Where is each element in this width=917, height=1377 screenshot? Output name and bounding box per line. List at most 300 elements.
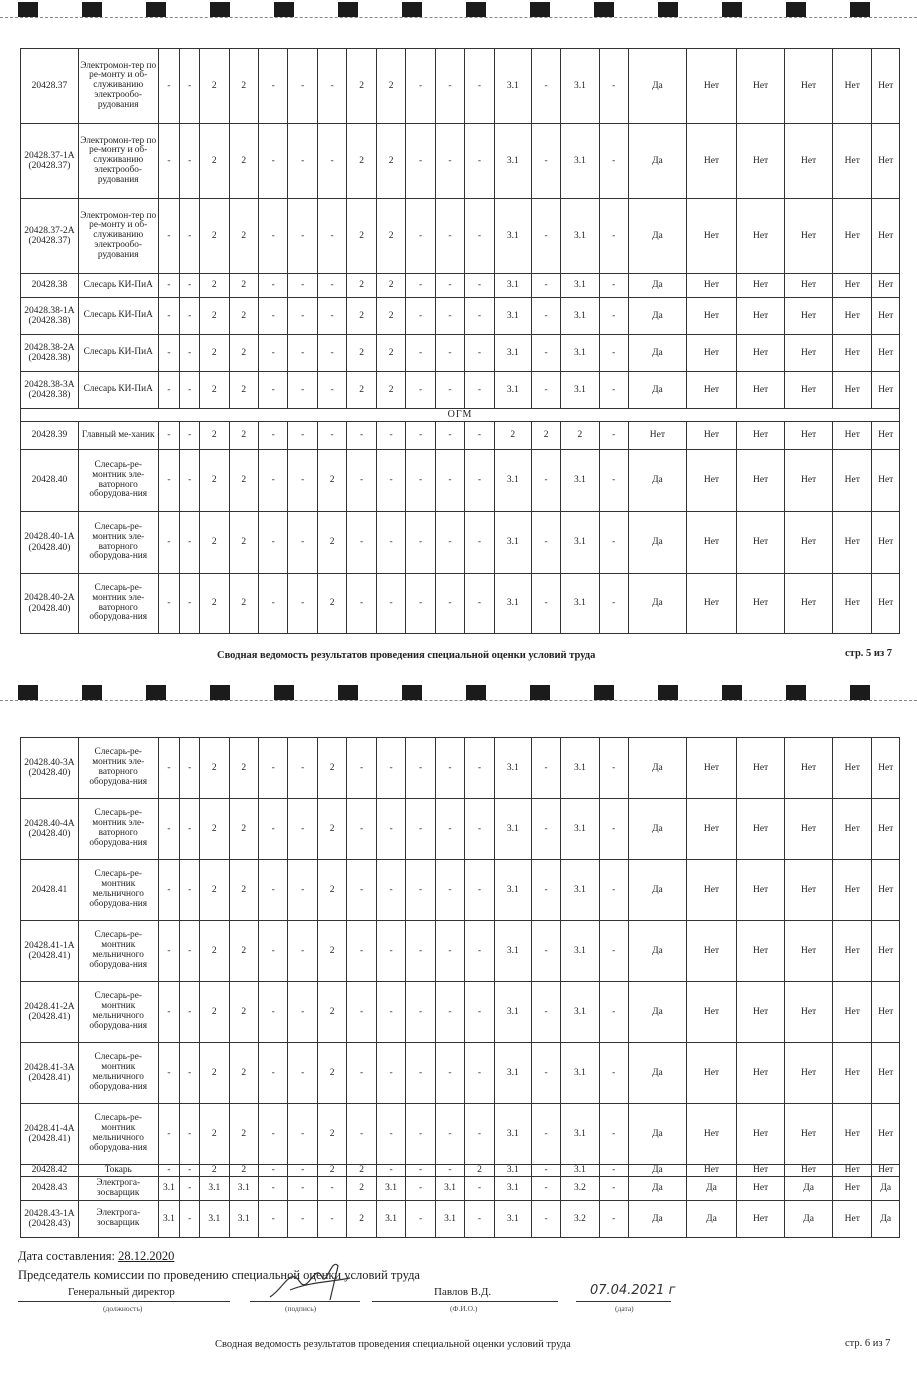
- table-cell: 2: [229, 1043, 258, 1104]
- table-row: [21, 1104, 900, 1165]
- table-cell: 2: [347, 298, 376, 335]
- table-cell: Нет: [872, 450, 900, 512]
- table-cell: Нет: [833, 921, 872, 982]
- table-cell: -: [288, 49, 317, 124]
- table-cell: -: [465, 1043, 494, 1104]
- table-cell: -: [465, 372, 494, 409]
- table-cell: 2: [200, 1165, 229, 1177]
- position-value: Генеральный директор: [68, 1286, 175, 1298]
- table-cell: 3.1: [494, 1104, 531, 1165]
- table-cell: -: [599, 982, 628, 1043]
- table-cell: 2: [200, 49, 229, 124]
- binder-strip-top: [0, 0, 917, 20]
- table-cell: 3.1: [494, 574, 531, 634]
- table-cell: Нет: [785, 921, 833, 982]
- table-cell: 2: [317, 921, 346, 982]
- table-cell: -: [258, 799, 287, 860]
- table-cell: 2: [229, 921, 258, 982]
- table-cell: 2: [494, 422, 531, 450]
- table-cell: 3.1: [494, 799, 531, 860]
- table-cell: 3.1: [494, 738, 531, 799]
- table-cell: 2: [229, 799, 258, 860]
- table-cell: -: [258, 982, 287, 1043]
- table-cell: Нет: [872, 574, 900, 634]
- table-cell: Нет: [833, 124, 872, 199]
- table-cell: -: [599, 1165, 628, 1177]
- table-cell: -: [435, 422, 464, 450]
- table-cell: Нет: [737, 860, 785, 921]
- table-cell: Нет: [686, 512, 736, 574]
- table-cell: -: [258, 450, 287, 512]
- table-cell: 3.1: [200, 1177, 229, 1201]
- table-cell: Нет: [833, 574, 872, 634]
- binder-perforation: [0, 17, 917, 18]
- table-cell: 2: [376, 335, 405, 372]
- table-cell: 2: [200, 124, 229, 199]
- workplace-code: 20428.41-4А (20428.41): [21, 1104, 79, 1165]
- table-cell: -: [435, 274, 464, 298]
- table-cell: Нет: [686, 1043, 736, 1104]
- table-cell: 3.1: [561, 1104, 599, 1165]
- profession-name: Слесарь КИ-ПиА: [78, 335, 158, 372]
- table-cell: Нет: [785, 199, 833, 274]
- profession-name: Слесарь-ре-монтник мельничного оборудова-ния: [78, 921, 158, 982]
- table-cell: Нет: [833, 335, 872, 372]
- table-cell: -: [180, 574, 200, 634]
- table-cell: Нет: [833, 1165, 872, 1177]
- table-row: [21, 921, 900, 982]
- table-cell: Нет: [737, 199, 785, 274]
- table-cell: 2: [317, 574, 346, 634]
- table-cell: -: [599, 1177, 628, 1201]
- table-cell: 2: [229, 199, 258, 274]
- table-cell: -: [531, 738, 560, 799]
- table-cell: 3.1: [494, 49, 531, 124]
- table-cell: 3.1: [561, 274, 599, 298]
- binder-hole: [722, 2, 742, 17]
- table-cell: -: [258, 860, 287, 921]
- table-cell: Да: [628, 124, 686, 199]
- table-cell: -: [258, 1201, 287, 1238]
- table-cell: Да: [628, 1201, 686, 1238]
- table-cell: Нет: [737, 124, 785, 199]
- table-row: [21, 450, 900, 512]
- table-cell: -: [376, 921, 405, 982]
- table-cell: 2: [317, 450, 346, 512]
- table-cell: Нет: [872, 512, 900, 574]
- table-cell: -: [376, 1104, 405, 1165]
- binder-hole: [18, 685, 38, 700]
- table-cell: -: [180, 372, 200, 409]
- table-cell: 2: [347, 199, 376, 274]
- table-cell: -: [406, 512, 435, 574]
- table-cell: 3.1: [435, 1177, 464, 1201]
- table-cell: Нет: [737, 738, 785, 799]
- binder-hole: [402, 2, 422, 17]
- table-cell: -: [376, 982, 405, 1043]
- table-cell: Нет: [785, 298, 833, 335]
- table-cell: 3.1: [494, 1177, 531, 1201]
- table-cell: -: [158, 1043, 180, 1104]
- table-cell: -: [288, 1177, 317, 1201]
- table-cell: Нет: [737, 298, 785, 335]
- table-cell: Да: [628, 921, 686, 982]
- table-cell: -: [158, 199, 180, 274]
- table-cell: -: [180, 921, 200, 982]
- table-cell: Нет: [785, 1104, 833, 1165]
- table-cell: 2: [229, 1104, 258, 1165]
- table-cell: Нет: [833, 512, 872, 574]
- binder-hole: [466, 685, 486, 700]
- table-cell: Нет: [686, 1165, 736, 1177]
- binder-hole: [210, 685, 230, 700]
- table-cell: -: [465, 921, 494, 982]
- table-cell: -: [158, 738, 180, 799]
- table-cell: 2: [229, 1165, 258, 1177]
- table-cell: 2: [347, 1177, 376, 1201]
- binder-hole: [146, 2, 166, 17]
- table-cell: Нет: [785, 860, 833, 921]
- table-cell: -: [288, 799, 317, 860]
- sign-date-caption: (дата): [615, 1304, 634, 1313]
- table-cell: -: [406, 274, 435, 298]
- table-cell: Нет: [737, 574, 785, 634]
- table-cell: -: [347, 450, 376, 512]
- table-cell: -: [435, 49, 464, 124]
- table-cell: 3.1: [561, 982, 599, 1043]
- table-cell: -: [406, 1165, 435, 1177]
- table-cell: -: [465, 799, 494, 860]
- table-cell: -: [465, 422, 494, 450]
- table-cell: 3.1: [494, 1043, 531, 1104]
- table-row: [21, 124, 900, 199]
- table-cell: -: [180, 982, 200, 1043]
- binder-hole: [786, 2, 806, 17]
- binder-hole: [274, 2, 294, 17]
- table-cell: 3.1: [561, 512, 599, 574]
- table-cell: -: [406, 49, 435, 124]
- table-cell: Нет: [872, 124, 900, 199]
- table-cell: Да: [628, 738, 686, 799]
- table-cell: -: [406, 335, 435, 372]
- table-cell: 3.1: [435, 1201, 464, 1238]
- table-cell: Нет: [737, 921, 785, 982]
- table-cell: 2: [229, 372, 258, 409]
- workplace-code: 20428.40-2А (20428.40): [21, 574, 79, 634]
- table-cell: -: [158, 512, 180, 574]
- table-cell: 2: [376, 372, 405, 409]
- table-cell: Нет: [833, 982, 872, 1043]
- table-cell: 3.1: [494, 298, 531, 335]
- table-cell: -: [376, 512, 405, 574]
- table-cell: 3.1: [561, 450, 599, 512]
- binder-hole: [530, 2, 550, 17]
- table-cell: 3.1: [561, 298, 599, 335]
- table-cell: -: [406, 574, 435, 634]
- profession-name: Электрога-зосварщик: [78, 1201, 158, 1238]
- table-cell: Нет: [686, 860, 736, 921]
- table-cell: 3.1: [561, 372, 599, 409]
- table-cell: 2: [229, 450, 258, 512]
- table-cell: 2: [376, 199, 405, 274]
- table-cell: -: [406, 738, 435, 799]
- table-cell: 3.1: [376, 1177, 405, 1201]
- table-cell: Нет: [872, 49, 900, 124]
- table-cell: 2: [200, 799, 229, 860]
- table-cell: -: [288, 274, 317, 298]
- table-cell: 3.1: [494, 982, 531, 1043]
- table-cell: -: [158, 124, 180, 199]
- table-cell: -: [531, 199, 560, 274]
- table-cell: -: [180, 1043, 200, 1104]
- profession-name: Электромон-тер по ре-монту и об-служиванию электрообо-рудования: [78, 124, 158, 199]
- table-cell: -: [347, 860, 376, 921]
- table-cell: -: [258, 1165, 287, 1177]
- table-cell: -: [347, 982, 376, 1043]
- table-cell: Нет: [785, 738, 833, 799]
- table-cell: -: [531, 274, 560, 298]
- profession-name: Слесарь-ре-монтник эле-ваторного оборудова-ния: [78, 574, 158, 634]
- workplace-code: 20428.38-1А (20428.38): [21, 298, 79, 335]
- workplace-code: 20428.43: [21, 1177, 79, 1201]
- table-cell: Нет: [737, 512, 785, 574]
- table-cell: -: [599, 738, 628, 799]
- table-cell: 3.1: [494, 1165, 531, 1177]
- table-cell: Нет: [872, 274, 900, 298]
- table-cell: -: [599, 422, 628, 450]
- table-row: [21, 860, 900, 921]
- table-row: [21, 372, 900, 409]
- date-value: 28.12.2020: [118, 1249, 175, 1263]
- table-cell: -: [158, 860, 180, 921]
- table-cell: -: [406, 1104, 435, 1165]
- table-cell: -: [258, 512, 287, 574]
- table-cell: Да: [872, 1201, 900, 1238]
- table-cell: Нет: [686, 982, 736, 1043]
- table-cell: -: [288, 335, 317, 372]
- table-row: [21, 574, 900, 634]
- table-cell: Нет: [785, 799, 833, 860]
- profession-name: Главный ме-ханик: [78, 422, 158, 450]
- binder-hole: [18, 2, 38, 17]
- table-cell: Нет: [737, 799, 785, 860]
- table-cell: -: [258, 1043, 287, 1104]
- table-cell: 3.1: [494, 335, 531, 372]
- table-cell: -: [599, 298, 628, 335]
- table-cell: -: [288, 1043, 317, 1104]
- table-cell: -: [347, 799, 376, 860]
- table-cell: -: [531, 1201, 560, 1238]
- date-label: Дата составления:: [18, 1249, 115, 1263]
- table-cell: -: [180, 1177, 200, 1201]
- binder-hole: [658, 685, 678, 700]
- table-cell: -: [465, 199, 494, 274]
- table-cell: -: [180, 199, 200, 274]
- table-cell: -: [317, 298, 346, 335]
- table-cell: Да: [628, 1104, 686, 1165]
- profession-name: Слесарь-ре-монтник эле-ваторного оборудова-ния: [78, 799, 158, 860]
- table-cell: -: [406, 199, 435, 274]
- table-cell: -: [435, 738, 464, 799]
- table-cell: Да: [628, 450, 686, 512]
- binder-hole: [658, 2, 678, 17]
- table-cell: -: [258, 921, 287, 982]
- binder-hole: [82, 2, 102, 17]
- table-cell: -: [406, 372, 435, 409]
- table-cell: Нет: [833, 450, 872, 512]
- table-cell: 3.1: [561, 574, 599, 634]
- table-cell: -: [258, 49, 287, 124]
- table-cell: Нет: [686, 921, 736, 982]
- table-cell: -: [599, 574, 628, 634]
- table-cell: Нет: [686, 422, 736, 450]
- table-cell: -: [317, 335, 346, 372]
- table-row: [21, 298, 900, 335]
- table-row: [21, 199, 900, 274]
- table-cell: 3.1: [561, 199, 599, 274]
- table-cell: -: [406, 124, 435, 199]
- table-cell: Да: [628, 298, 686, 335]
- table-cell: Нет: [833, 49, 872, 124]
- table-cell: 3.1: [494, 512, 531, 574]
- table-cell: -: [158, 450, 180, 512]
- table-cell: 3.1: [494, 124, 531, 199]
- table-cell: Да: [628, 574, 686, 634]
- table-cell: -: [435, 512, 464, 574]
- table-cell: 2: [531, 422, 560, 450]
- table-cell: -: [406, 982, 435, 1043]
- profession-name: Электромон-тер по ре-монту и об-служиванию электрообо-рудования: [78, 199, 158, 274]
- table-cell: Нет: [737, 1177, 785, 1201]
- table-cell: Да: [628, 372, 686, 409]
- table-cell: -: [258, 274, 287, 298]
- table-cell: Нет: [686, 574, 736, 634]
- table-cell: 3.1: [376, 1201, 405, 1238]
- table-cell: -: [180, 335, 200, 372]
- table-cell: 3.1: [494, 860, 531, 921]
- table-cell: -: [288, 1104, 317, 1165]
- profession-name: Слесарь-ре-монтник мельничного оборудова-ния: [78, 982, 158, 1043]
- table-cell: -: [288, 512, 317, 574]
- table-cell: -: [288, 450, 317, 512]
- profession-name: Слесарь КИ-ПиА: [78, 372, 158, 409]
- table-cell: 2: [229, 422, 258, 450]
- table-cell: Да: [628, 799, 686, 860]
- table-cell: Нет: [737, 982, 785, 1043]
- table-cell: Нет: [872, 921, 900, 982]
- table-cell: Нет: [737, 422, 785, 450]
- table-cell: Нет: [737, 450, 785, 512]
- table-cell: -: [531, 921, 560, 982]
- table-row: [21, 335, 900, 372]
- table-cell: Да: [628, 860, 686, 921]
- table-cell: 2: [347, 335, 376, 372]
- table-cell: Нет: [686, 124, 736, 199]
- table-cell: 2: [200, 274, 229, 298]
- table-cell: Нет: [833, 274, 872, 298]
- table-cell: -: [347, 738, 376, 799]
- table-cell: 3.1: [561, 799, 599, 860]
- table-cell: 2: [200, 860, 229, 921]
- section-row: [21, 409, 900, 422]
- table-cell: 2: [561, 422, 599, 450]
- workplace-code: 20428.37-1А (20428.37): [21, 124, 79, 199]
- table-cell: -: [180, 512, 200, 574]
- table-cell: -: [317, 49, 346, 124]
- table-cell: -: [406, 422, 435, 450]
- workplace-code: 20428.40-3А (20428.40): [21, 738, 79, 799]
- table-cell: Нет: [833, 738, 872, 799]
- table-cell: -: [531, 574, 560, 634]
- table-cell: 3.1: [561, 335, 599, 372]
- table-cell: 2: [200, 574, 229, 634]
- table-cell: 2: [317, 1165, 346, 1177]
- table-row: [21, 49, 900, 124]
- table-cell: Нет: [833, 1104, 872, 1165]
- table-cell: Нет: [737, 274, 785, 298]
- table-cell: -: [180, 738, 200, 799]
- table-cell: Нет: [872, 982, 900, 1043]
- profession-name: Слесарь-ре-монтник мельничного оборудова-ния: [78, 1043, 158, 1104]
- workplace-code: 20428.41-3А (20428.41): [21, 1043, 79, 1104]
- table-cell: -: [435, 982, 464, 1043]
- table-cell: 2: [200, 372, 229, 409]
- table-cell: 2: [376, 124, 405, 199]
- table-cell: 3.1: [494, 274, 531, 298]
- table-cell: -: [158, 335, 180, 372]
- table-cell: -: [435, 921, 464, 982]
- table-cell: -: [158, 298, 180, 335]
- table-cell: 2: [229, 982, 258, 1043]
- signature-mark: [260, 1252, 360, 1307]
- date-line: [18, 1249, 174, 1264]
- table-cell: -: [180, 1104, 200, 1165]
- table-cell: -: [288, 574, 317, 634]
- workplace-code: 20428.43-1А (20428.43): [21, 1201, 79, 1238]
- table-cell: Нет: [872, 298, 900, 335]
- profession-name: Токарь: [78, 1165, 158, 1177]
- table-cell: -: [599, 274, 628, 298]
- table-cell: -: [531, 335, 560, 372]
- table-cell: Нет: [628, 422, 686, 450]
- workplace-code: 20428.39: [21, 422, 79, 450]
- table-cell: -: [599, 1201, 628, 1238]
- results-table-page5: [20, 48, 900, 634]
- table-cell: 3.2: [561, 1201, 599, 1238]
- table-cell: Нет: [785, 372, 833, 409]
- table-cell: 3.1: [200, 1201, 229, 1238]
- table-cell: -: [317, 372, 346, 409]
- table-cell: 2: [347, 124, 376, 199]
- table-cell: Нет: [737, 372, 785, 409]
- table-cell: -: [158, 274, 180, 298]
- table-cell: Нет: [686, 738, 736, 799]
- table-cell: 3.1: [561, 1165, 599, 1177]
- profession-name: Слесарь КИ-ПиА: [78, 274, 158, 298]
- binder-hole: [338, 685, 358, 700]
- table-cell: Нет: [686, 335, 736, 372]
- table-cell: -: [406, 860, 435, 921]
- table-cell: -: [317, 1177, 346, 1201]
- workplace-code: 20428.37-2А (20428.37): [21, 199, 79, 274]
- table-cell: Нет: [833, 199, 872, 274]
- table-cell: -: [435, 860, 464, 921]
- fio-caption: (Ф.И.О.): [450, 1304, 478, 1313]
- signature-caption: (подпись): [285, 1304, 317, 1313]
- table-cell: Да: [628, 199, 686, 274]
- table-cell: -: [531, 124, 560, 199]
- table-cell: -: [531, 450, 560, 512]
